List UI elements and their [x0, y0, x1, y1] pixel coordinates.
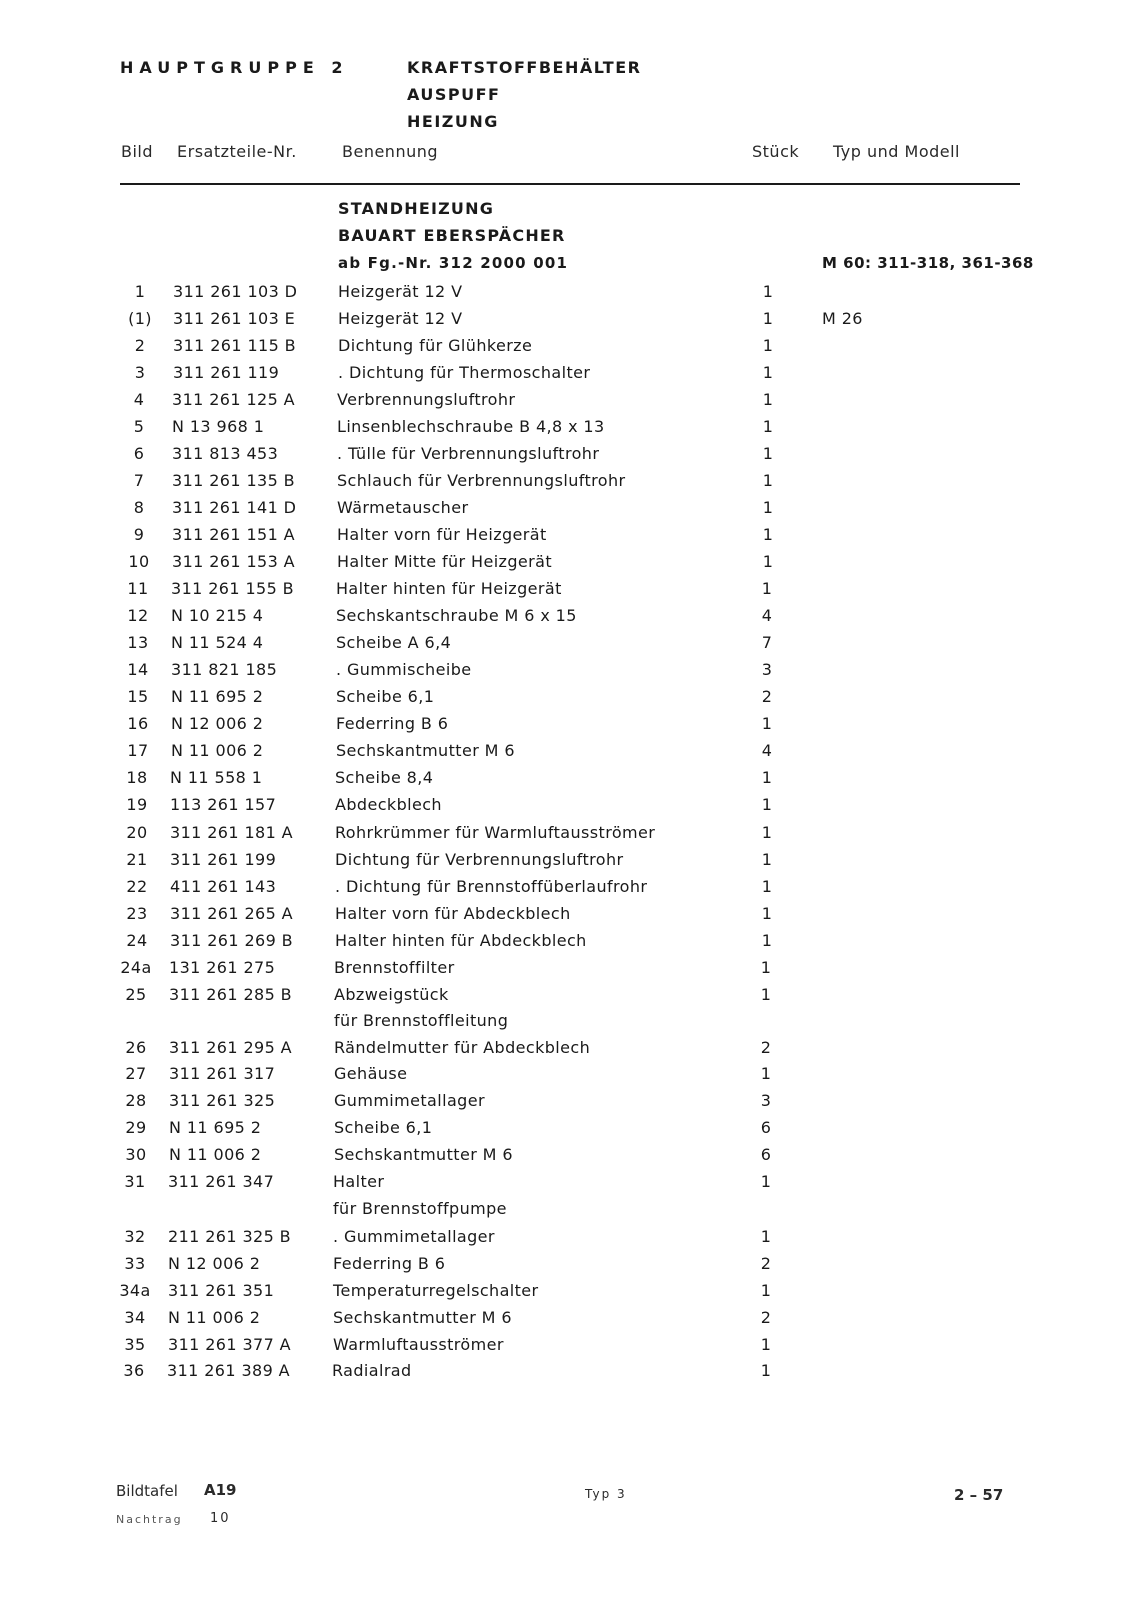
- group-title-3: HEIZUNG: [407, 112, 499, 131]
- row-part-number: 311 261 155 B: [171, 579, 295, 598]
- row-quantity: 2: [761, 687, 773, 706]
- row-quantity: 1: [762, 471, 774, 490]
- row-part-number: 311 261 141 D: [172, 498, 297, 517]
- row-bild: 31: [124, 1172, 146, 1191]
- row-quantity: 1: [762, 498, 774, 517]
- row-description: Sechskantmutter M 6: [336, 741, 515, 760]
- row-bild: 2: [134, 336, 146, 355]
- row-quantity: 1: [762, 390, 774, 409]
- table-row: [0, 1281, 1141, 1307]
- row-part-number: N 13 968 1: [172, 417, 265, 436]
- row-quantity: 1: [761, 714, 773, 733]
- row-part-number: 311 261 115 B: [173, 336, 297, 355]
- row-description: Sechskantmutter M 6: [333, 1308, 512, 1327]
- row-description: Scheibe 6,1: [334, 1118, 433, 1137]
- table-row: [0, 498, 1141, 524]
- row-description: Halter hinten für Heizgerät: [336, 579, 562, 598]
- section-line-2: BAUART EBERSPÄCHER: [338, 226, 566, 245]
- table-row: [0, 1308, 1141, 1334]
- row-bild: 10: [128, 552, 150, 571]
- row-quantity: 2: [760, 1254, 772, 1273]
- row-quantity: 3: [761, 660, 773, 679]
- row-bild: 33: [124, 1254, 146, 1273]
- row-bild: 7: [133, 471, 145, 490]
- table-row: [0, 1172, 1141, 1198]
- table-row: [0, 1064, 1141, 1090]
- row-quantity: 1: [761, 850, 773, 869]
- table-row: [0, 1118, 1141, 1144]
- row-quantity: 1: [761, 823, 773, 842]
- row-quantity: 1: [760, 1335, 772, 1354]
- row-description: Abdeckblech: [335, 795, 442, 814]
- row-bild: 19: [126, 795, 148, 814]
- row-description: Abzweigstück: [334, 985, 449, 1004]
- row-quantity: 1: [762, 336, 774, 355]
- table-row: [0, 309, 1141, 335]
- row-description: . Dichtung für Thermoschalter: [338, 363, 591, 382]
- row-quantity: 1: [762, 282, 774, 301]
- table-row: [0, 931, 1141, 957]
- row-description: Federring B 6: [336, 714, 449, 733]
- row-part-number: N 11 695 2: [171, 687, 264, 706]
- row-description: Halter vorn für Abdeckblech: [335, 904, 571, 923]
- row-quantity: 4: [761, 741, 773, 760]
- table-row: [0, 579, 1141, 605]
- row-quantity: 1: [760, 985, 772, 1004]
- section-model: M 60: 311-318, 361-368: [822, 254, 1034, 272]
- row-part-number: N 11 524 4: [171, 633, 264, 652]
- row-description: Brennstoffilter: [334, 958, 455, 977]
- row-quantity: 1: [760, 1064, 772, 1083]
- row-part-number: N 10 215 4: [171, 606, 264, 625]
- row-part-number: 311 821 185: [171, 660, 278, 679]
- row-quantity: 1: [761, 877, 773, 896]
- column-header-typ: Typ und Modell: [833, 142, 960, 161]
- footer-bildtafel-value: A19: [204, 1481, 237, 1499]
- row-bild: 12: [127, 606, 149, 625]
- row-bild: 36: [123, 1361, 145, 1380]
- footer-page-number: 2 – 57: [954, 1486, 1004, 1504]
- row-part-number: N 11 006 2: [169, 1145, 262, 1164]
- table-row: [0, 390, 1141, 416]
- row-bild: 11: [127, 579, 149, 598]
- row-part-number: 311 261 285 B: [169, 985, 293, 1004]
- row-quantity: 1: [762, 444, 774, 463]
- row-part-number: N 12 006 2: [171, 714, 264, 733]
- table-row: [0, 552, 1141, 578]
- row-quantity: 1: [762, 525, 774, 544]
- table-row: [0, 417, 1141, 443]
- row-bild: 16: [127, 714, 149, 733]
- table-row: [0, 1227, 1141, 1253]
- row-bild: 13: [127, 633, 149, 652]
- row-description: Scheibe 6,1: [336, 687, 435, 706]
- footer-nachtrag-value: 10: [210, 1511, 231, 1526]
- table-row: [0, 525, 1141, 551]
- row-description: Dichtung für Verbrennungsluftrohr: [335, 850, 624, 869]
- table-row: [0, 444, 1141, 470]
- row-part-number: 311 261 347: [168, 1172, 275, 1191]
- row-part-number: N 11 695 2: [169, 1118, 262, 1137]
- row-description: . Tülle für Verbrennungsluftrohr: [337, 444, 600, 463]
- row-bild: 23: [126, 904, 148, 923]
- row-bild: 28: [125, 1091, 147, 1110]
- row-part-number: 311 261 153 A: [172, 552, 296, 571]
- table-row: [0, 1361, 1141, 1387]
- row-bild: 24a: [120, 958, 152, 977]
- row-description: Warmluftausströmer: [333, 1335, 504, 1354]
- row-description: Scheibe 8,4: [335, 768, 434, 787]
- row-description: Halter vorn für Heizgerät: [337, 525, 547, 544]
- row-quantity: 2: [760, 1038, 772, 1057]
- row-description: Scheibe A 6,4: [336, 633, 452, 652]
- row-quantity: 1: [762, 363, 774, 382]
- row-bild: 17: [127, 741, 149, 760]
- row-description: für Brennstoffpumpe: [333, 1199, 507, 1218]
- row-quantity: 1: [760, 1227, 772, 1246]
- row-description: Halter hinten für Abdeckblech: [335, 931, 587, 950]
- row-description: . Gummischeibe: [336, 660, 472, 679]
- row-description: Federring B 6: [333, 1254, 446, 1273]
- row-part-number: 311 261 125 A: [172, 390, 296, 409]
- row-description: für Brennstoffleitung: [334, 1011, 509, 1030]
- row-description: Gummimetallager: [334, 1091, 485, 1110]
- row-quantity: 3: [760, 1091, 772, 1110]
- column-header-benennung: Benennung: [342, 142, 439, 161]
- row-quantity: 1: [761, 768, 773, 787]
- row-part-number: N 11 006 2: [168, 1308, 261, 1327]
- table-row: [0, 1091, 1141, 1117]
- row-quantity: 2: [760, 1308, 772, 1327]
- table-row: [0, 471, 1141, 497]
- row-bild: 24: [126, 931, 148, 950]
- row-part-number: 211 261 325 B: [168, 1227, 292, 1246]
- row-part-number: 311 261 377 A: [168, 1335, 292, 1354]
- row-part-number: 311 261 119: [173, 363, 280, 382]
- row-bild: 21: [126, 850, 148, 869]
- row-part-number: 311 261 389 A: [167, 1361, 291, 1380]
- row-bild: 30: [125, 1145, 147, 1164]
- column-header-bild: Bild: [121, 142, 154, 161]
- row-description: Wärmetauscher: [337, 498, 469, 517]
- column-header-ersatzteil: Ersatzteile-Nr.: [177, 142, 297, 161]
- row-part-number: 311 261 103 E: [173, 309, 296, 328]
- row-part-number: N 11 558 1: [170, 768, 263, 787]
- row-bild: 32: [124, 1227, 146, 1246]
- table-row: [0, 877, 1141, 903]
- row-part-number: 311 261 151 A: [172, 525, 296, 544]
- row-description: Rohrkrümmer für Warmluftausströmer: [335, 823, 656, 842]
- table-row: [0, 363, 1141, 389]
- row-part-number: 131 261 275: [169, 958, 276, 977]
- table-row: [0, 1145, 1141, 1171]
- row-bild: 4: [133, 390, 145, 409]
- row-bild: 34: [124, 1308, 146, 1327]
- row-part-number: 311 261 199: [170, 850, 277, 869]
- header-rule: [120, 183, 1020, 185]
- table-row: [0, 958, 1141, 984]
- row-bild: 9: [133, 525, 145, 544]
- row-description: Schlauch für Verbrennungsluftrohr: [337, 471, 626, 490]
- row-bild: 35: [124, 1335, 146, 1354]
- row-part-number: 311 261 265 A: [170, 904, 294, 923]
- table-row: [0, 282, 1141, 308]
- table-row: [0, 714, 1141, 740]
- row-quantity: 1: [760, 958, 772, 977]
- table-row: [0, 1011, 1141, 1037]
- row-model: M 26: [822, 309, 863, 328]
- row-description: Dichtung für Glühkerze: [338, 336, 533, 355]
- group-title-1: KRAFTSTOFFBEHÄLTER: [407, 58, 642, 77]
- row-part-number: 311 261 181 A: [170, 823, 294, 842]
- table-row: [0, 1199, 1141, 1225]
- row-description: Rändelmutter für Abdeckblech: [334, 1038, 591, 1057]
- table-row: [0, 741, 1141, 767]
- row-quantity: 1: [762, 552, 774, 571]
- row-part-number: 311 261 325: [169, 1091, 276, 1110]
- row-description: Gehäuse: [334, 1064, 408, 1083]
- row-description: Linsenblechschraube B 4,8 x 13: [337, 417, 605, 436]
- row-description: Temperaturregelschalter: [333, 1281, 539, 1300]
- row-part-number: 311 261 351: [168, 1281, 275, 1300]
- table-row: [0, 985, 1141, 1011]
- row-description: . Gummimetallager: [333, 1227, 495, 1246]
- row-quantity: 1: [761, 795, 773, 814]
- row-bild: 29: [125, 1118, 147, 1137]
- row-quantity: 1: [760, 1172, 772, 1191]
- row-bild: 8: [133, 498, 145, 517]
- footer-typ: Typ 3: [585, 1487, 627, 1501]
- row-bild: 34a: [119, 1281, 151, 1300]
- row-description: Sechskantmutter M 6: [334, 1145, 513, 1164]
- table-row: [0, 850, 1141, 876]
- row-part-number: 311 261 269 B: [170, 931, 294, 950]
- table-row: [0, 1335, 1141, 1361]
- row-part-number: 311 261 317: [169, 1064, 276, 1083]
- row-quantity: 4: [761, 606, 773, 625]
- row-description: Heizgerät 12 V: [338, 309, 463, 328]
- row-part-number: 311 261 103 D: [173, 282, 298, 301]
- row-description: Radialrad: [332, 1361, 412, 1380]
- row-bild: 26: [125, 1038, 147, 1057]
- row-quantity: 1: [760, 1361, 772, 1380]
- row-description: Halter: [333, 1172, 385, 1191]
- table-row: [0, 633, 1141, 659]
- row-quantity: 1: [762, 309, 774, 328]
- row-part-number: 311 261 135 B: [172, 471, 296, 490]
- row-part-number: 311 261 295 A: [169, 1038, 293, 1057]
- row-quantity: 1: [761, 931, 773, 950]
- column-header-stueck: Stück: [752, 142, 800, 161]
- row-part-number: 113 261 157: [170, 795, 277, 814]
- row-bild: 3: [134, 363, 146, 382]
- row-bild: 27: [125, 1064, 147, 1083]
- row-bild: 6: [133, 444, 145, 463]
- row-description: Sechskantschraube M 6 x 15: [336, 606, 577, 625]
- row-bild: 22: [126, 877, 148, 896]
- row-quantity: 1: [762, 417, 774, 436]
- footer-nachtrag-label: Nachtrag: [116, 1513, 183, 1526]
- hauptgruppe-title: HAUPTGRUPPE 2: [120, 58, 349, 77]
- table-row: [0, 1038, 1141, 1064]
- table-row: [0, 336, 1141, 362]
- row-quantity: 6: [760, 1118, 772, 1137]
- row-bild: (1): [128, 309, 152, 328]
- row-description: . Dichtung für Brennstoffüberlaufrohr: [335, 877, 648, 896]
- table-row: [0, 823, 1141, 849]
- row-part-number: N 12 006 2: [168, 1254, 261, 1273]
- table-row: [0, 904, 1141, 930]
- section-line-1: STANDHEIZUNG: [338, 199, 495, 218]
- table-row: [0, 795, 1141, 821]
- table-row: [0, 606, 1141, 632]
- row-quantity: 6: [760, 1145, 772, 1164]
- row-description: Halter Mitte für Heizgerät: [337, 552, 553, 571]
- row-bild: 25: [125, 985, 147, 1004]
- row-part-number: N 11 006 2: [171, 741, 264, 760]
- row-quantity: 7: [761, 633, 773, 652]
- row-description: Verbrennungsluftrohr: [337, 390, 516, 409]
- table-row: [0, 768, 1141, 794]
- section-line-3: ab Fg.-Nr. 312 2000 001: [338, 254, 569, 272]
- row-part-number: 411 261 143: [170, 877, 277, 896]
- row-quantity: 1: [760, 1281, 772, 1300]
- row-bild: 20: [126, 823, 148, 842]
- table-row: [0, 660, 1141, 686]
- group-title-2: AUSPUFF: [407, 85, 501, 104]
- row-quantity: 1: [761, 904, 773, 923]
- row-bild: 18: [126, 768, 148, 787]
- table-row: [0, 687, 1141, 713]
- table-row: [0, 1254, 1141, 1280]
- row-description: Heizgerät 12 V: [338, 282, 463, 301]
- footer-bildtafel-label: Bildtafel: [116, 1482, 178, 1500]
- row-bild: 15: [127, 687, 149, 706]
- row-bild: 14: [127, 660, 149, 679]
- row-bild: 5: [133, 417, 145, 436]
- row-quantity: 1: [761, 579, 773, 598]
- row-bild: 1: [134, 282, 146, 301]
- row-part-number: 311 813 453: [172, 444, 279, 463]
